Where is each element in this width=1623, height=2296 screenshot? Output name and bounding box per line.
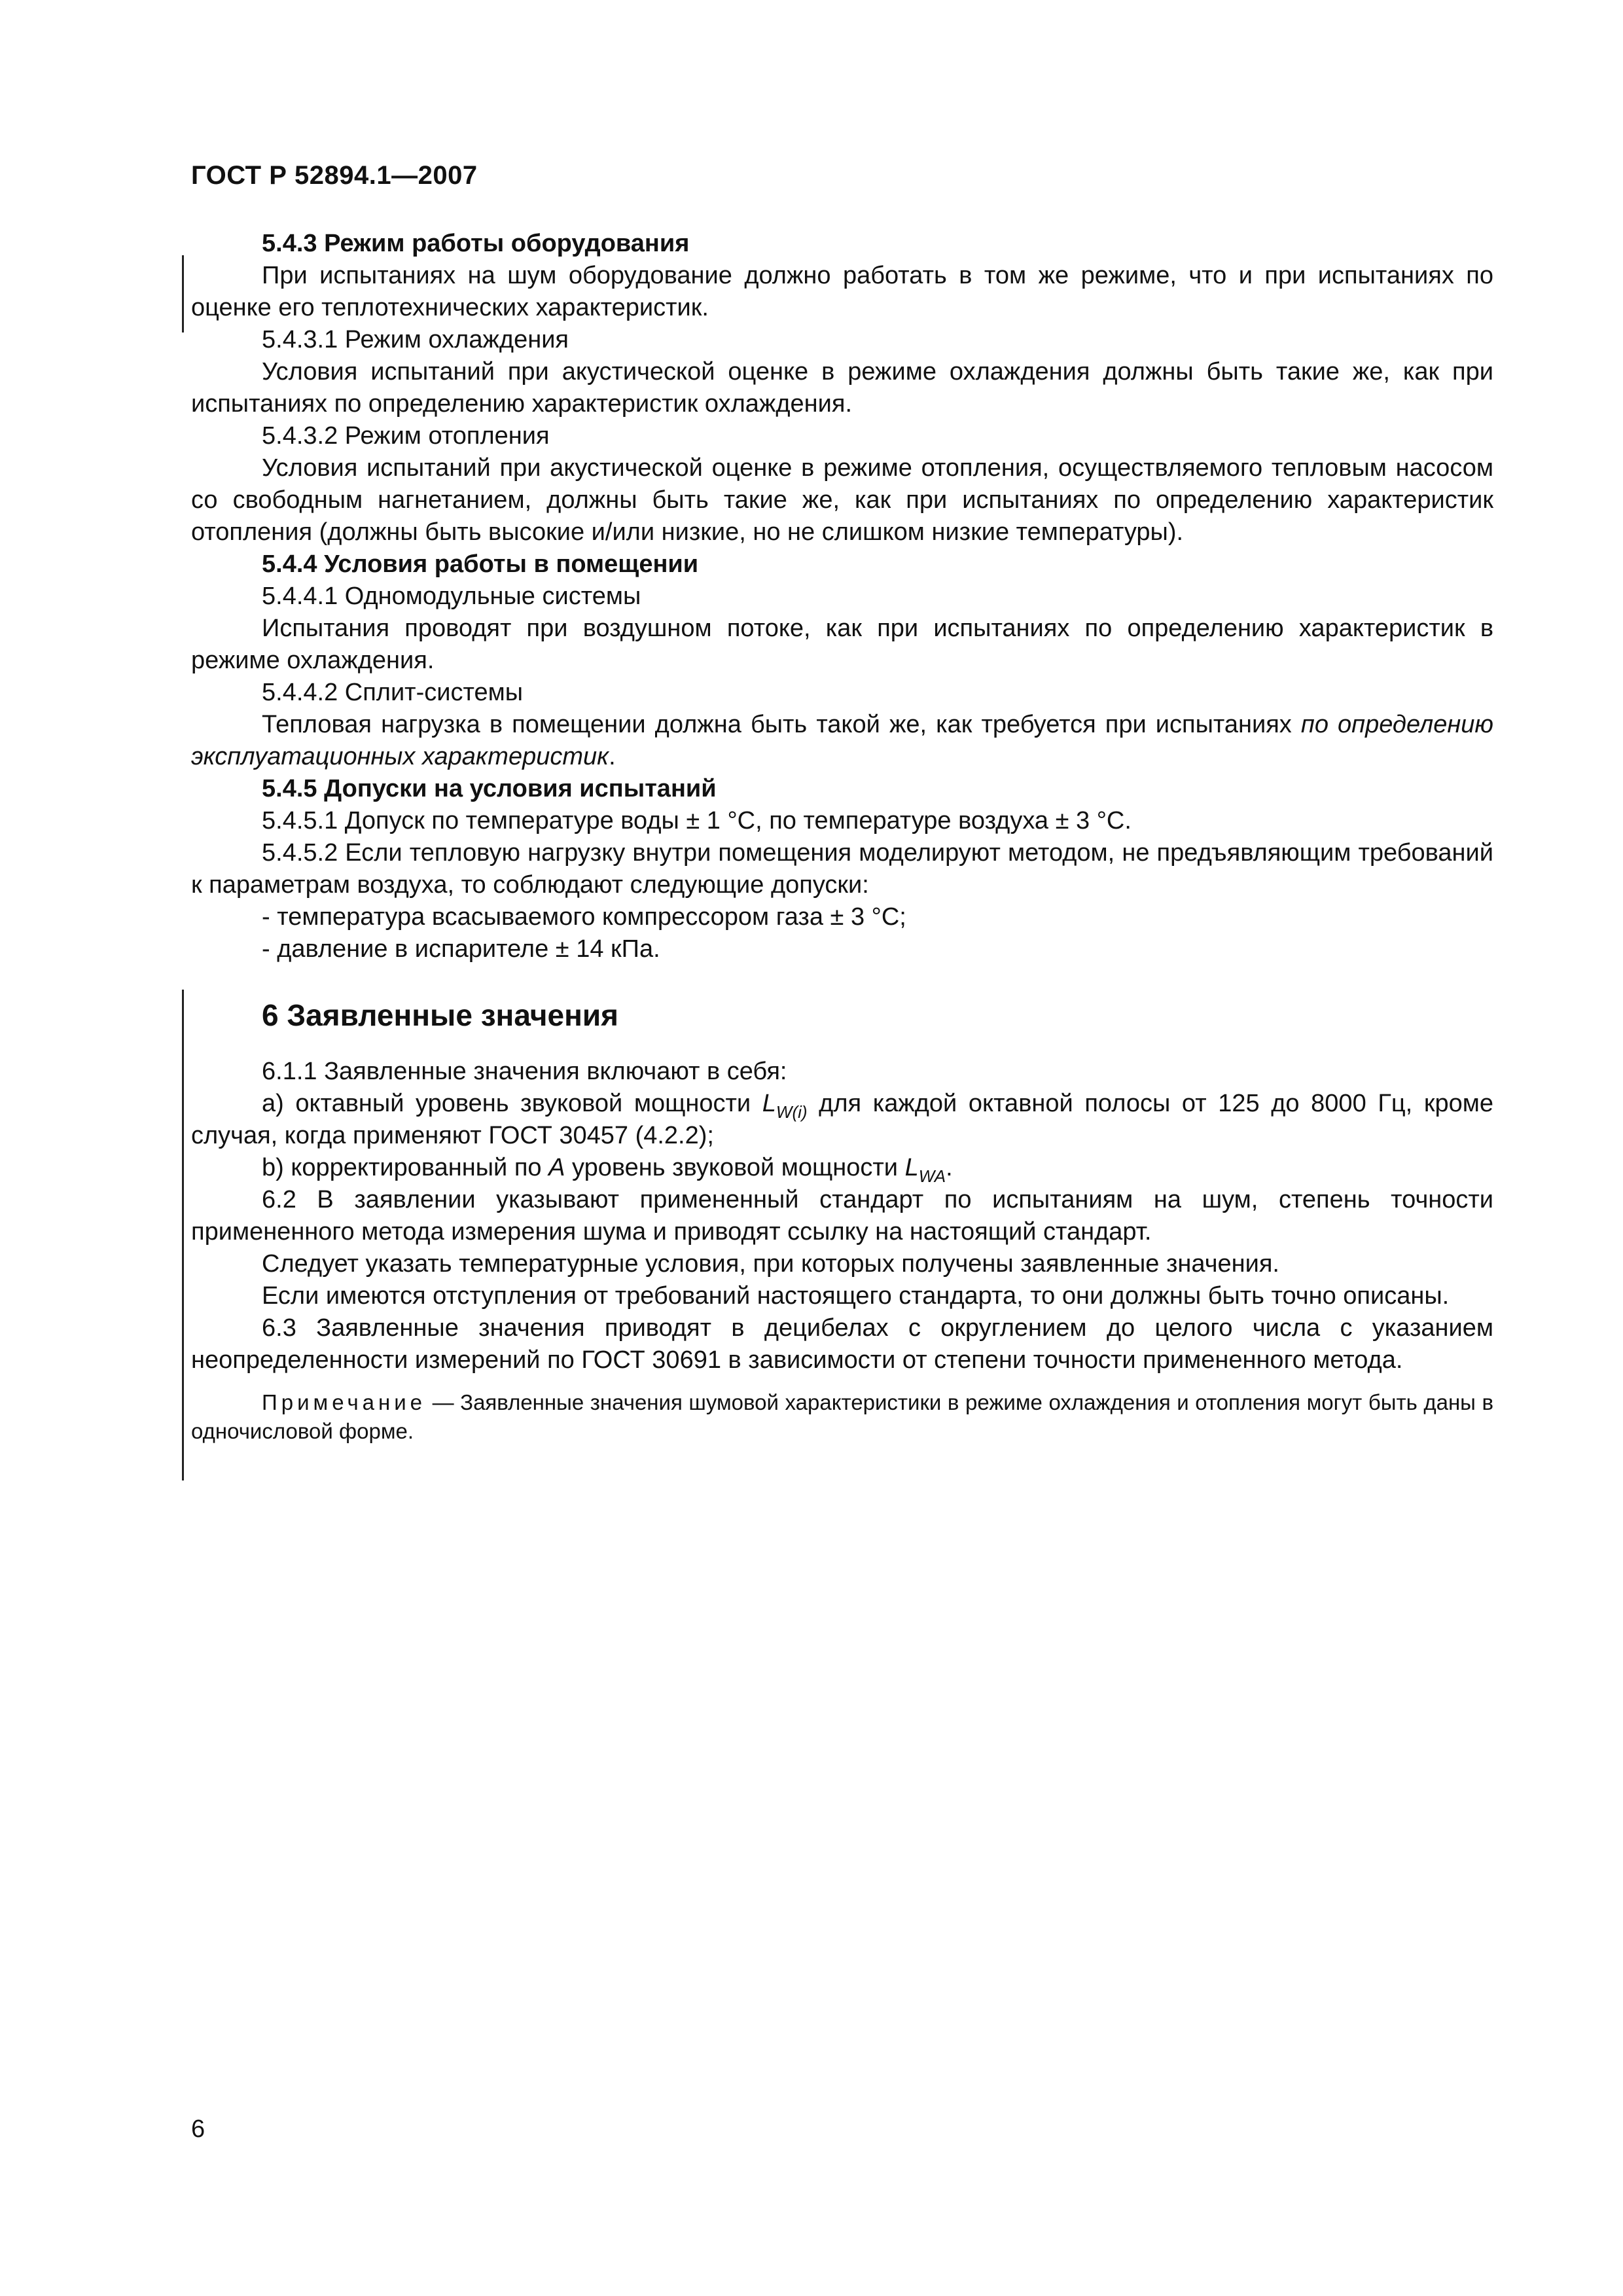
tolerance-item: - давление в испарителе ± 14 кПа.	[262, 935, 660, 963]
section-5-4-3-2-text: Условия испытаний при акустической оценке в режиме отопления, осуществляемого тепловым насосом со свободным нагнетанием, должны быть такие же, как при испытаниях по определению характеристик отопления (должны быть высокие и/или низкие, но не слишком низкие температуры).	[191, 454, 1493, 546]
symbol-A: А	[548, 1154, 565, 1181]
section-5-4-5-2: 5.4.5.2 Если тепловую нагрузку внутри помещения моделируют методом, не предъявляющим требований к параметрам воздуха, то соблюдают следующие допуски:	[191, 839, 1493, 899]
note-text: — Заявленные значения шумовой характеристики в режиме охлаждения и отопления могут быть даны в одночисловой форме.	[191, 1390, 1493, 1443]
section-5-4-3-title: 5.4.3 Режим работы оборудования	[262, 230, 690, 257]
symbol-subscript: WA	[918, 1166, 946, 1186]
section-6-3: 6.3 Заявленные значения приводят в децибелах с округлением до целого числа с указанием неопределенности измерений по ГОСТ 30691 в зависимости от степени точности примененного метода.	[191, 1314, 1493, 1374]
text-span: а) октавный уровень звуковой мощности	[262, 1090, 762, 1117]
document-header: ГОСТ Р 52894.1—2007	[191, 161, 478, 190]
section-5-4-4-1-text: Испытания проводят при воздушном потоке, как при испытаниях по определению характеристик в режиме охлаждения.	[191, 615, 1493, 674]
section-5-4-5-title: 5.4.5 Допуски на условия испытаний	[262, 775, 717, 802]
text-span: .	[609, 743, 616, 770]
revision-bar	[182, 255, 184, 332]
document-body	[191, 228, 1493, 1446]
symbol-subscript: W(i)	[776, 1102, 808, 1122]
section-5-4-4-2-title: 5.4.4.2 Сплит-системы	[262, 679, 524, 706]
page-number: 6	[191, 2115, 205, 2143]
text-span: для каждой октавной полосы от 125 до 8000 Гц, кроме случая, когда применяют ГОСТ 30457 (4.2.2);	[191, 1090, 1493, 1149]
section-6-2-deviations: Если имеются отступления от требований настоящего стандарта, то они должны быть точно описаны.	[262, 1282, 1450, 1310]
section-5-4-3-1-title: 5.4.3.1 Режим охлаждения	[262, 326, 569, 353]
item-a	[191, 1088, 1493, 1152]
section-6-title: 6 Заявленные значения	[262, 998, 618, 1032]
section-6-2-temperature: Следует указать температурные условия, при которых получены заявленные значения.	[262, 1250, 1279, 1278]
section-5-4-4-title: 5.4.4 Условия работы в помещении	[262, 550, 699, 578]
section-5-4-4-2-text	[191, 709, 1493, 773]
section-6-2: 6.2 В заявлении указывают примененный стандарт по испытаниям на шум, степень точности примененного метода измерения шума и приводят ссылку на настоящий стандарт.	[191, 1186, 1493, 1246]
section-5-4-4-1-title: 5.4.4.1 Одномодульные системы	[262, 583, 641, 610]
note	[191, 1388, 1493, 1446]
text-span: Тепловая нагрузка в помещении должна быть такой же, как требуется при испытаниях	[262, 711, 1301, 738]
text-span: .	[946, 1154, 953, 1181]
symbol-L: L	[762, 1090, 776, 1117]
tolerance-item: - температура всасываемого компрессором газа ± 3 °С;	[262, 903, 906, 931]
text-span: уровень звуковой мощности	[565, 1154, 905, 1181]
section-5-4-5-1: 5.4.5.1 Допуск по температуре воды ± 1 °С, по температуре воздуха ± 3 °С.	[262, 807, 1132, 834]
revision-bar	[182, 990, 184, 1480]
symbol-L: L	[904, 1154, 919, 1181]
note-label: Примечание	[262, 1390, 427, 1414]
text-span: b) корректированный по	[262, 1154, 549, 1181]
item-b	[191, 1152, 1493, 1184]
italic-reference: по определению эксплуатационных характеристик	[191, 711, 1493, 770]
section-5-4-3-1-text: Условия испытаний при акустической оценке в режиме охлаждения должны быть такие же, как при испытаниях по определению характеристик охлаждения.	[191, 358, 1493, 418]
section-5-4-3-text: При испытаниях на шум оборудование должно работать в том же режиме, что и при испытаниях по оценке его теплотехнических характеристик.	[191, 262, 1493, 321]
section-5-4-3-2-title: 5.4.3.2 Режим отопления	[262, 422, 550, 450]
section-6-1-1: 6.1.1 Заявленные значения включают в себя:	[262, 1058, 787, 1085]
